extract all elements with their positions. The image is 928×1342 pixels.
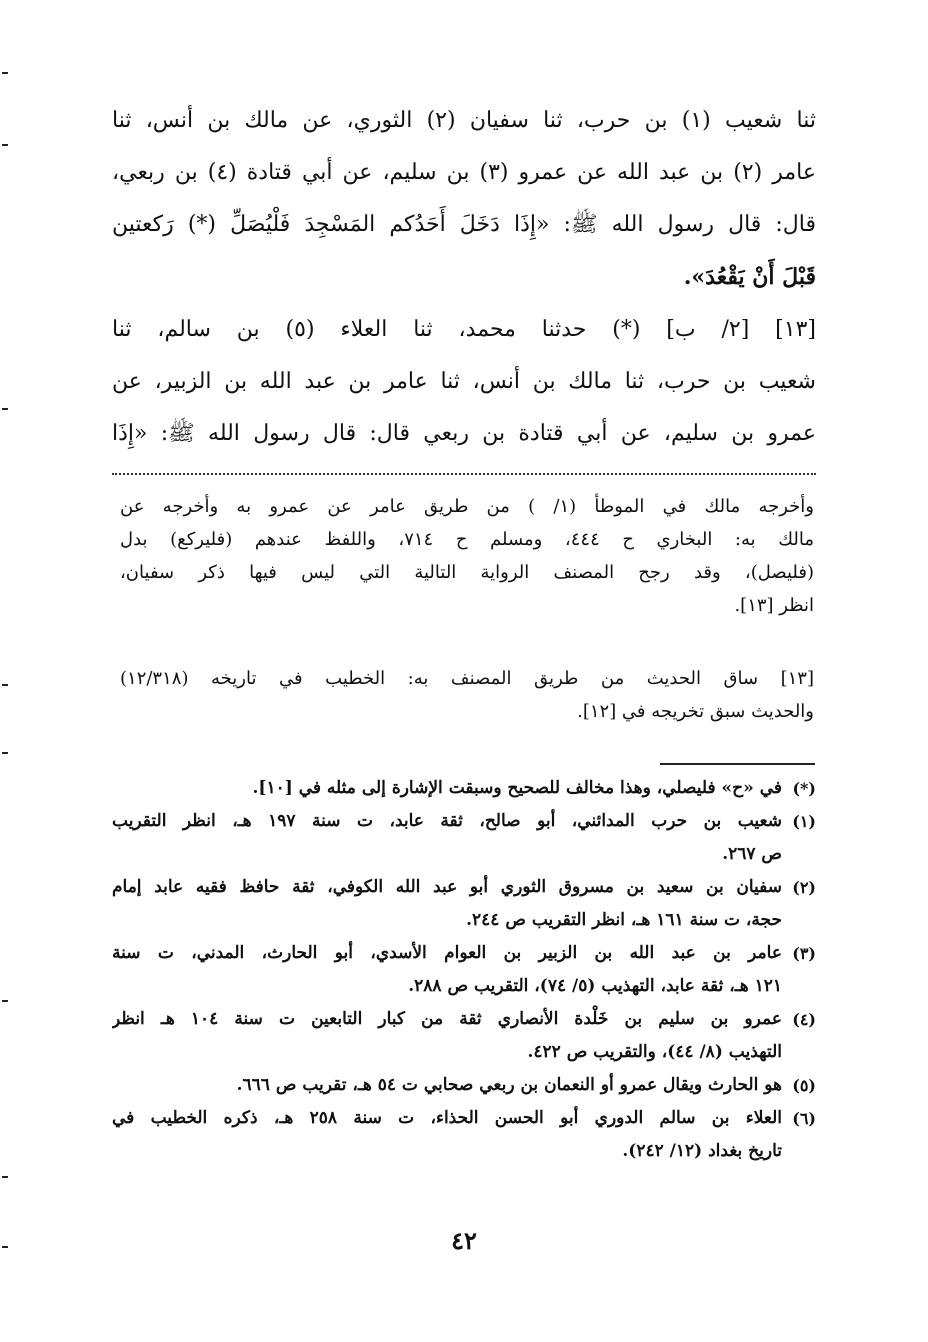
takhrij-line: [١٣] ساق الحديث من طريق المصنف به: الخطيب في تاريخه (١٢/٣١٨) <box>120 668 814 689</box>
footnote-line: عمرو بن سليم بن خَلْدة الأنصاري ثقة من كبار التابعين ت سنة ١٠٤ هـ انظر <box>112 1009 782 1029</box>
footnote-item <box>112 1003 816 1069</box>
main-text-line: [١٣] [٢/ ب] (*) حدثنا محمد، ثنا العلاء (٥) بن سالم، ثنا <box>112 317 816 342</box>
margin-mark <box>2 144 8 146</box>
footnote-marker: (٥) <box>792 1076 816 1095</box>
footnote-marker: (٦) <box>792 1109 816 1128</box>
takhrij-line: انظر [١٣]. <box>734 595 814 616</box>
takhrij-line: مالك به: البخاري ح ٤٤٤، ومسلم ح ٧١٤، واللفظ عندهم (فليركع) بدل <box>120 529 814 550</box>
margin-mark <box>2 1000 8 1002</box>
footnote-item <box>112 937 816 1003</box>
main-text-line: قال: قال رسول الله ﷺ: «إِذَا دَخَلَ أَحَدُكم المَسْجِدَ فَلْيُصَلِّ (*) رَكعتين <box>112 212 816 237</box>
main-text-line: شعيب بن حرب، ثنا مالك بن أنس، ثنا عامر بن عبد الله بن الزبير، عن <box>112 369 816 394</box>
main-text-hadith-13 <box>112 304 816 460</box>
footnote-line: العلاء بن سالم الدوري أبو الحسن الحذاء، ت سنة ٢٥٨ هـ، ذكره الخطيب في <box>112 1108 782 1128</box>
footnote-marker: (٤) <box>792 1010 816 1029</box>
footnote-line: في «ح» فليصلي، وهذا مخالف للصحيح وسبقت الإشارة إلى مثله في [١٠]. <box>252 778 782 798</box>
footnote-item <box>112 871 816 937</box>
main-text-line: قَبْلَ أَنْ يَقْعُدَ». <box>683 264 816 290</box>
footnote-marker: (٣) <box>792 944 816 963</box>
takhrij-section <box>120 490 814 622</box>
main-text-line: ثنا شعيب (١) بن حرب، ثنا سفيان (٢) الثوري، عن مالك بن أنس، ثنا <box>112 108 816 133</box>
footnote-line: حجة، ت سنة ١٦١ هـ، انظر التقريب ص ٢٤٤. <box>466 910 782 930</box>
footnote-line: عامر بن عبد الله بن الزبير بن العوام الأسدي، أبو الحارث، المدني، ت سنة <box>112 943 782 963</box>
page-number: ٤٢ <box>451 1226 477 1255</box>
margin-mark <box>2 684 8 686</box>
main-text-line: عمرو بن سليم، عن أبي قتادة بن ربعي قال: قال رسول الله ﷺ: «إِذَا <box>112 421 816 446</box>
takhrij-line: والحديث سبق تخريجه في [١٢]. <box>577 701 814 722</box>
dotted-separator <box>112 463 816 475</box>
footnote-item <box>112 1069 816 1102</box>
margin-mark <box>2 1176 8 1178</box>
footnote-marker: (*) <box>792 779 816 798</box>
footnote-item <box>112 1102 816 1168</box>
footnote-line: ص ٢٦٧. <box>722 844 782 864</box>
footnote-line: شعيب بن حرب المدائني، أبو صالح، ثقة عابد، ت سنة ١٩٧ هـ، انظر التقريب <box>112 811 782 831</box>
margin-mark <box>2 72 8 74</box>
footnotes <box>112 772 816 1168</box>
margin-mark <box>2 752 8 754</box>
takhrij-line: وأخرجه مالك في الموطأ (١/ ) من طريق عامر عن عمرو به وأخرجه عن <box>120 496 814 517</box>
footnote-rule <box>660 763 815 765</box>
margin-mark <box>2 1246 8 1248</box>
main-text-line: عامر (٢) بن عبد الله عن عمرو (٣) بن سليم، عن أبي قتادة (٤) بن ربعي، <box>112 160 816 185</box>
takhrij-section-13 <box>120 662 814 728</box>
footnote-item <box>112 772 816 805</box>
footnote-line: سفيان بن سعيد بن مسروق الثوري أبو عبد الله الكوفي، ثقة حافظ فقيه عابد إمام <box>112 877 782 897</box>
takhrij-line: (فليصل)، وقد رجح المصنف الرواية التالية التي ليس فيها ذكر سفيان، <box>120 562 814 583</box>
footnote-marker: (١) <box>792 812 816 831</box>
footnote-line: هو الحارث ويقال عمرو أو النعمان بن ربعي صحابي ت ٥٤ هـ، تقريب ص ٦٦٦. <box>236 1075 782 1095</box>
footnote-line: التهذيب (٨/ ٤٤)، والتقريب ص ٤٢٢. <box>527 1042 782 1062</box>
footnote-line: تاريخ بغداد (١٢/ ٢٤٢). <box>622 1141 782 1161</box>
footnote-marker: (٢) <box>792 878 816 897</box>
footnote-line: ١٢١ هـ، ثقة عابد، التهذيب (٥/ ٧٤)، التقريب ص ٢٨٨. <box>408 976 782 996</box>
margin-mark <box>2 408 8 410</box>
footnote-item <box>112 805 816 871</box>
main-text-first-hadith <box>112 95 816 303</box>
